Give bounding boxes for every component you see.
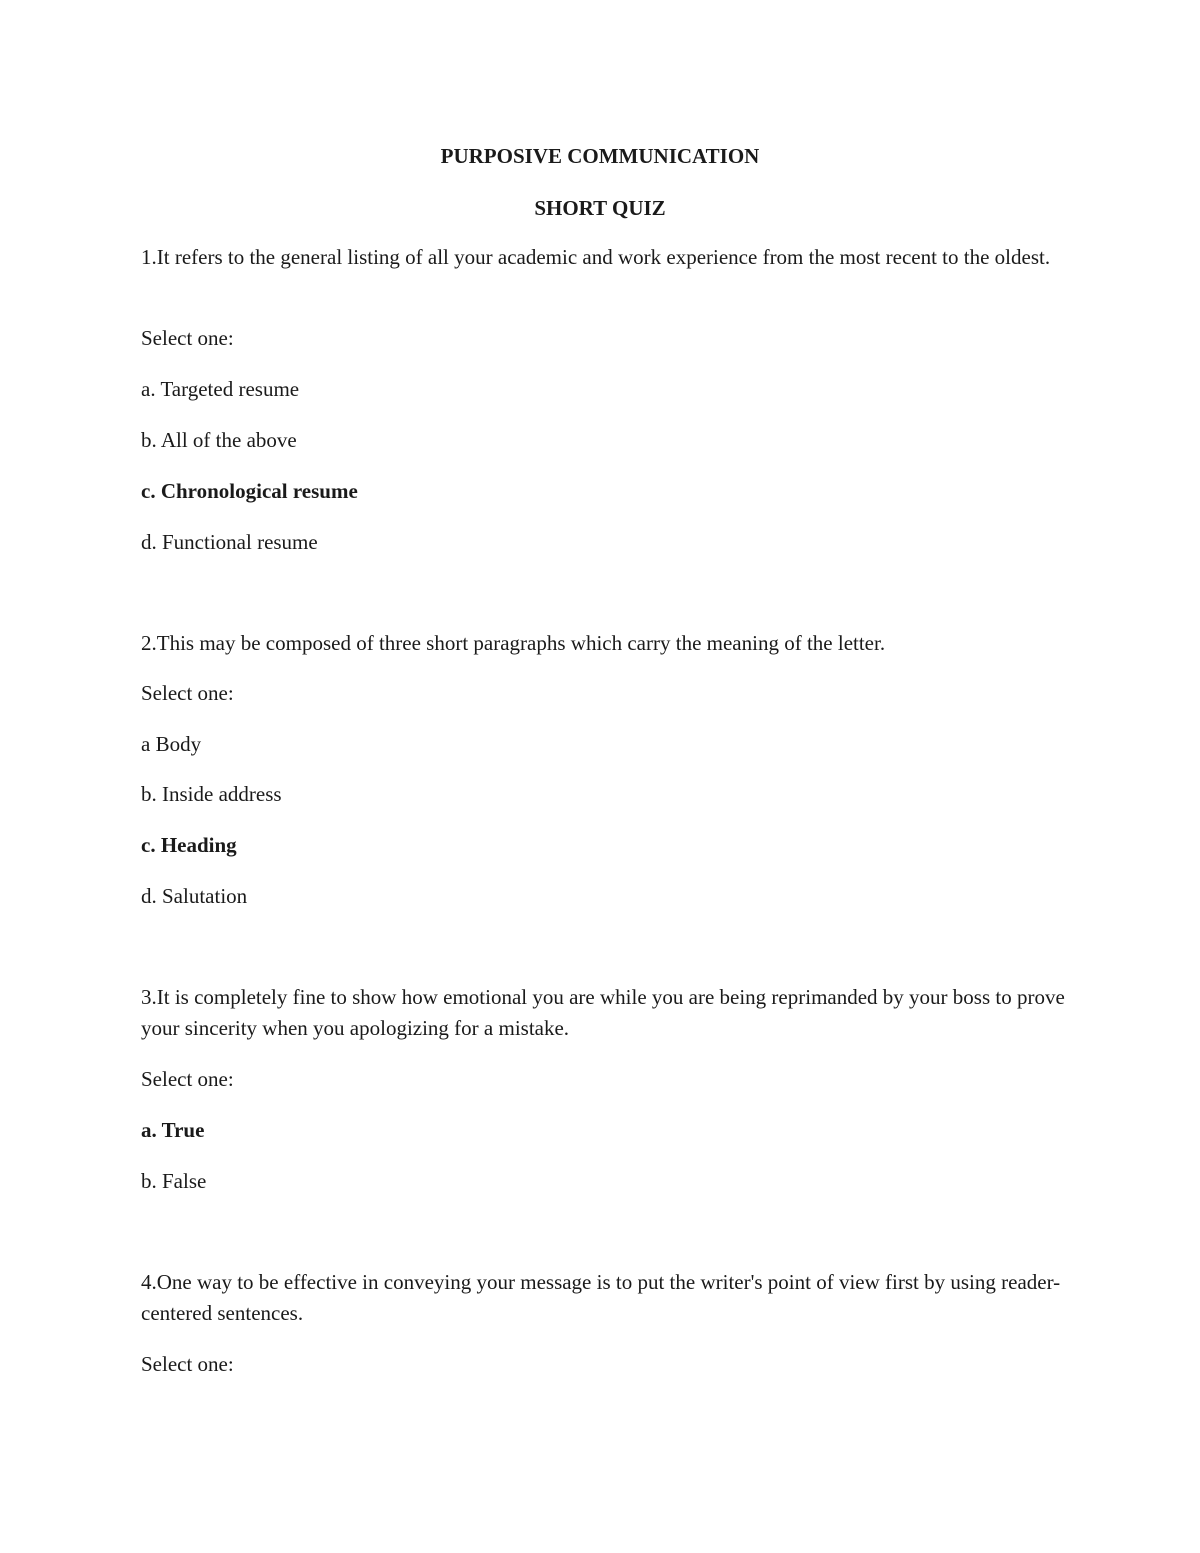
question-1-prompt: 1.It refers to the general listing of all your academic and work experience from the most recent to the oldest. xyxy=(141,245,1051,269)
question-4-prompt: 4.One way to be effective in conveying your message is to put the writer's point of view first by using reader-centered sentences. xyxy=(141,1270,1061,1325)
question-2-option-a: a Body xyxy=(141,732,202,756)
question-1-option-d: d. Functional resume xyxy=(141,530,318,554)
question-2-option-b: b. Inside address xyxy=(141,782,282,806)
question-1-option-c: c. Chronological resume xyxy=(141,479,358,503)
question-2-select-label: Select one: xyxy=(141,681,234,705)
question-4-select-label: Select one: xyxy=(141,1352,234,1376)
question-3-option-a: a. True xyxy=(141,1118,205,1142)
question-2-prompt: 2.This may be composed of three short paragraphs which carry the meaning of the letter. xyxy=(141,631,886,655)
question-1-select-label: Select one: xyxy=(141,326,234,350)
document-subtitle: SHORT QUIZ xyxy=(534,196,666,220)
question-1-option-b: b. All of the above xyxy=(141,428,297,452)
question-2-option-c: c. Heading xyxy=(141,833,237,857)
document-title: PURPOSIVE COMMUNICATION xyxy=(440,144,760,168)
question-2-option-d: d. Salutation xyxy=(141,884,248,908)
question-3-prompt: 3.It is completely fine to show how emotional you are while you are being reprimanded by your boss to prove your sincerity when you apologizing for a mistake. xyxy=(141,985,1065,1040)
question-3-select-label: Select one: xyxy=(141,1067,234,1091)
question-3-option-b: b. False xyxy=(141,1169,207,1193)
question-1-option-a: a. Targeted resume xyxy=(141,377,300,401)
